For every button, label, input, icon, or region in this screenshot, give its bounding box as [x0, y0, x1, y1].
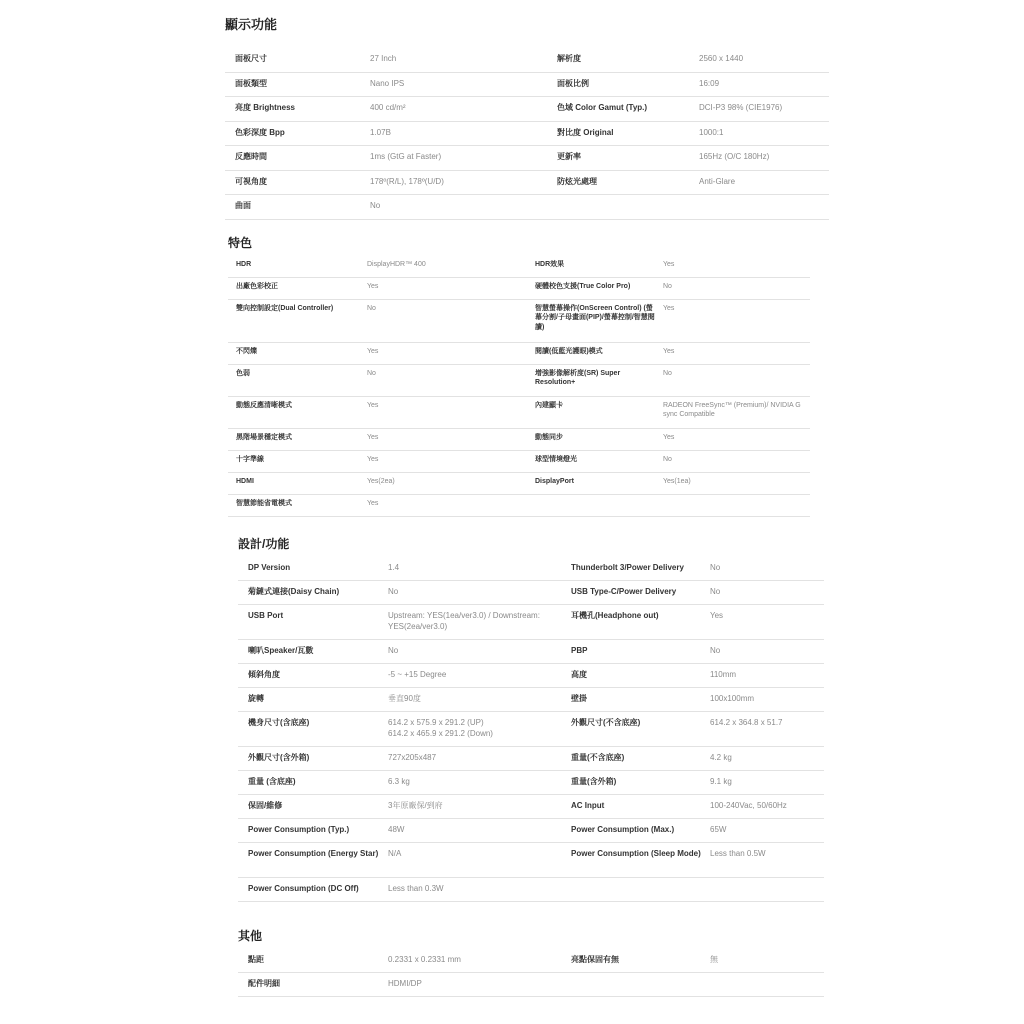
spec-label: Power Consumption (Typ.) — [248, 825, 350, 834]
spec-label: 亮點保固有無 — [571, 955, 619, 964]
spec-value: 727x205x487 — [388, 753, 437, 762]
spec-label: 內建顯卡 — [535, 402, 563, 409]
section-title: 特色 — [228, 236, 253, 250]
spec-row — [228, 429, 810, 451]
spec-value: 110mm — [710, 670, 737, 679]
spec-label: 配件明細 — [248, 979, 280, 988]
spec-value: 6.3 kg — [388, 777, 410, 786]
spec-value: Less than 0.3W — [388, 884, 444, 893]
spec-label: Thunderbolt 3/Power Delivery — [571, 563, 684, 572]
spec-value: Yes — [367, 348, 379, 355]
spec-row — [228, 451, 810, 473]
spec-table — [228, 256, 810, 517]
spec-label: 黑階場景穩定模式 — [236, 434, 292, 441]
spec-label: HDR — [236, 261, 252, 268]
spec-value: Anti-Glare — [699, 176, 736, 186]
spec-value: DCI-P3 98% (CIE1976) — [699, 103, 783, 112]
spec-label: 機身尺寸(含底座) — [248, 718, 310, 727]
spec-label: 智慧節能省電模式 — [236, 500, 292, 507]
spec-table — [238, 557, 824, 902]
spec-row — [225, 195, 829, 220]
spec-value: No — [710, 563, 721, 572]
spec-row — [228, 365, 810, 397]
spec-row — [228, 256, 810, 278]
spec-label: 動態同步 — [535, 434, 563, 441]
spec-row — [238, 843, 824, 878]
spec-value: No — [367, 305, 376, 312]
spec-value: Yes(2ea) — [367, 478, 395, 485]
spec-row — [225, 97, 829, 122]
spec-label: 不閃爍 — [236, 348, 257, 355]
spec-label: 智慧螢幕操作(OnScreen Control) (螢幕分割/子母畫面(PIP)/螢幕控制/智慧閱讀) — [535, 305, 655, 331]
spec-label: 外觀尺寸(含外箱) — [248, 753, 310, 762]
spec-value: 1000:1 — [699, 127, 724, 137]
spec-row — [238, 878, 824, 902]
spec-row — [238, 557, 824, 581]
spec-label: 旋轉 — [248, 694, 264, 703]
spec-value: Yes — [663, 434, 675, 441]
spec-value: No — [663, 456, 672, 463]
spec-row — [225, 122, 829, 147]
spec-value: Yes — [367, 434, 379, 441]
spec-row — [228, 343, 810, 365]
spec-row — [228, 397, 810, 429]
spec-value: Yes — [663, 305, 675, 312]
spec-value: Yes — [663, 348, 675, 355]
spec-value: Yes(1ea) — [663, 478, 691, 485]
spec-value: No — [388, 646, 399, 655]
spec-label: 重量(不含底座) — [571, 753, 625, 762]
spec-label: HDMI — [236, 478, 254, 485]
section-title: 其他 — [238, 929, 263, 943]
spec-value: Less than 0.5W — [710, 849, 766, 858]
section-title: 設計/功能 — [238, 537, 290, 551]
spec-label: PBP — [571, 646, 588, 655]
spec-row — [238, 712, 824, 747]
spec-row — [225, 48, 829, 73]
spec-value: N/A — [388, 849, 402, 858]
spec-label: Power Consumption (Energy Star) — [248, 849, 379, 858]
spec-value: 16:09 — [699, 78, 720, 88]
spec-label: 十字準線 — [236, 456, 264, 463]
spec-label: Power Consumption (DC Off) — [248, 884, 359, 893]
spec-value: 0.2331 x 0.2331 mm — [388, 955, 461, 964]
spec-label: 色弱 — [236, 370, 250, 377]
spec-value: 65W — [710, 825, 727, 834]
spec-value: 2560 x 1440 — [699, 54, 744, 63]
spec-value: 27 Inch — [370, 54, 397, 63]
spec-label: 曲面 — [235, 201, 251, 210]
spec-table — [238, 949, 824, 997]
spec-value: No — [663, 370, 672, 377]
spec-value: Nano IPS — [370, 78, 405, 88]
spec-value: Yes — [367, 456, 379, 463]
spec-label: 傾斜角度 — [248, 670, 280, 679]
spec-row — [228, 300, 810, 343]
spec-label: 對比度 Original — [557, 127, 614, 137]
spec-value: 100-240Vac, 50/60Hz — [710, 801, 787, 810]
spec-label: AC Input — [571, 801, 605, 810]
spec-row — [225, 146, 829, 171]
spec-label: 重量 (含底座) — [248, 777, 296, 786]
spec-label: 更新率 — [557, 152, 581, 161]
spec-label: 球型情境燈光 — [535, 456, 577, 463]
spec-label: 菊鏈式連接(Daisy Chain) — [248, 587, 340, 596]
spec-label: 耳機孔(Headphone out) — [571, 611, 659, 620]
spec-label: 色彩深度 Bpp — [235, 127, 285, 137]
spec-value: -5 ~ +15 Degree — [388, 670, 447, 679]
spec-label: 重量(含外箱) — [571, 777, 617, 786]
spec-row — [238, 581, 824, 605]
spec-value: 614.2 x 364.8 x 51.7 — [710, 718, 783, 727]
spec-value: Yes — [710, 611, 724, 620]
spec-label: Power Consumption (Sleep Mode) — [571, 849, 701, 858]
spec-value: 1ms (GtG at Faster) — [370, 152, 442, 161]
spec-label: 解析度 — [557, 54, 581, 63]
spec-row — [228, 495, 810, 517]
spec-value: 1.07B — [370, 127, 391, 137]
spec-value: No — [388, 587, 399, 596]
spec-label: 亮度 Brightness — [235, 103, 296, 112]
spec-value: No — [710, 646, 721, 655]
spec-label: 高度 — [571, 670, 587, 679]
spec-value: 垂直90度 — [388, 694, 421, 703]
spec-label: 增強影像解析度(SR) Super Resolution+ — [535, 370, 621, 387]
spec-row — [238, 973, 824, 997]
spec-row — [225, 171, 829, 196]
spec-label: 閱讀(低藍光護眼)模式 — [535, 348, 603, 355]
spec-value: HDMI/DP — [388, 979, 422, 988]
spec-label: USB Type-C/Power Delivery — [571, 587, 677, 596]
spec-value: 3年原廠保/到府 — [388, 801, 443, 810]
spec-value: Yes — [367, 283, 379, 290]
spec-label: 面板比例 — [557, 78, 589, 88]
spec-value: 178º(R/L), 178º(U/D) — [370, 176, 444, 186]
spec-row — [238, 949, 824, 973]
spec-label: 雙向控制設定(Dual Controller) — [236, 305, 334, 312]
spec-label: 防炫光處理 — [557, 176, 597, 186]
spec-row — [228, 473, 810, 495]
spec-label: Power Consumption (Max.) — [571, 825, 675, 834]
spec-value: 1.4 — [388, 563, 400, 572]
spec-label: 保固/維修 — [248, 801, 283, 810]
spec-value: Yes — [367, 500, 379, 507]
spec-value: 165Hz (O/C 180Hz) — [699, 152, 770, 161]
spec-row — [228, 278, 810, 300]
spec-label: 外觀尺寸(不含底座) — [571, 718, 641, 727]
spec-label: 喇叭Speaker/瓦數 — [248, 646, 314, 655]
spec-value: No — [367, 370, 376, 377]
spec-row — [238, 795, 824, 819]
spec-label: 壁掛 — [571, 694, 587, 703]
spec-value: RADEON FreeSync™ (Premium)/ NVIDIA G sync Compatible — [663, 402, 801, 419]
spec-value: No — [370, 201, 381, 210]
spec-row — [238, 819, 824, 843]
spec-label: HDR效果 — [535, 261, 565, 268]
spec-value: Yes — [663, 261, 675, 268]
spec-value: 100x100mm — [710, 694, 755, 703]
spec-value: DisplayHDR™ 400 — [367, 261, 426, 268]
spec-label: 點距 — [248, 955, 264, 964]
spec-value: No — [710, 587, 721, 596]
spec-label: 反應時間 — [235, 152, 267, 161]
spec-value: No — [663, 283, 672, 290]
spec-label: USB Port — [248, 611, 284, 620]
spec-label: 動態反應清晰模式 — [236, 402, 292, 409]
spec-value: 48W — [388, 825, 405, 834]
spec-value: 無 — [710, 955, 718, 964]
spec-row — [225, 73, 829, 98]
spec-value: 614.2 x 575.9 x 291.2 (UP) 614.2 x 465.9 x 291.2 (Down) — [388, 718, 493, 738]
spec-value: 4.2 kg — [710, 753, 732, 762]
spec-label: 可視角度 — [235, 176, 267, 186]
spec-row — [238, 640, 824, 664]
spec-value: Upstream: YES(1ea/ver3.0) / Downstream: YES(2ea/ver3.0) — [388, 611, 540, 631]
spec-label: 硬體校色支援(True Color Pro) — [535, 283, 631, 290]
spec-row — [238, 605, 824, 640]
spec-label: 面板類型 — [235, 78, 267, 88]
spec-label: 面板尺寸 — [235, 54, 267, 63]
spec-row — [238, 747, 824, 771]
spec-label: 色域 Color Gamut (Typ.) — [557, 103, 648, 112]
spec-label: DisplayPort — [535, 478, 574, 485]
spec-value: Yes — [367, 402, 379, 409]
spec-row — [238, 688, 824, 712]
spec-row — [238, 664, 824, 688]
section-title: 顯示功能 — [225, 17, 278, 32]
spec-table — [225, 48, 829, 220]
spec-row — [238, 771, 824, 795]
spec-value: 400 cd/m² — [370, 103, 406, 112]
spec-label: DP Version — [248, 563, 291, 572]
spec-value: 9.1 kg — [710, 777, 732, 786]
spec-label: 出廠色彩校正 — [236, 283, 278, 290]
